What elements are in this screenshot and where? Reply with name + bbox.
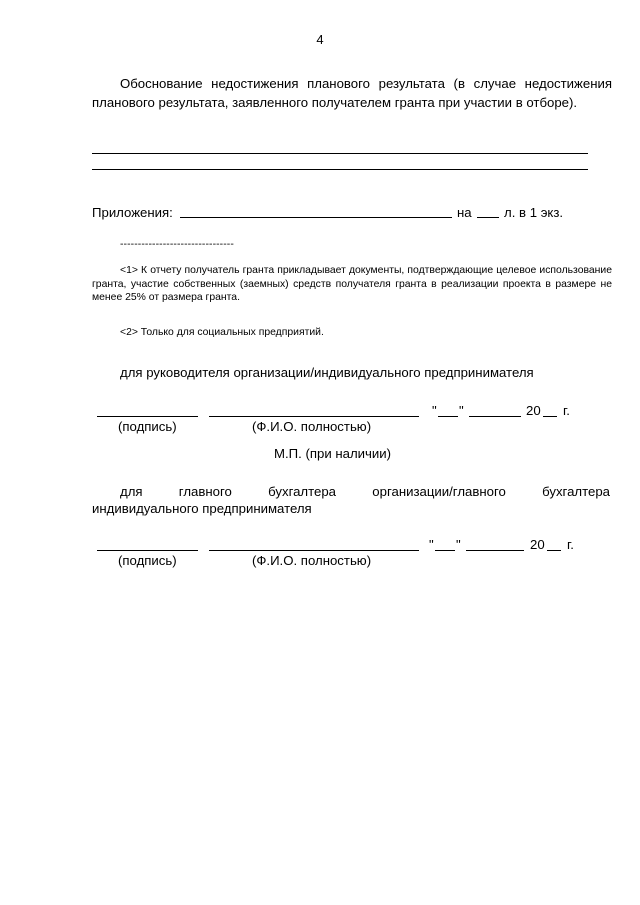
accountant-day-blank <box>435 550 455 551</box>
head-year-suffix: г. <box>563 403 570 418</box>
head-month-blank <box>469 416 521 417</box>
attachments-pages-blank <box>477 217 499 218</box>
accountant-quote-close: " <box>456 537 461 552</box>
head-signature-blank <box>97 416 198 417</box>
accountant-year-suffix: г. <box>567 537 574 552</box>
accountant-name-caption: (Ф.И.О. полностью) <box>252 553 372 568</box>
head-quote-open: " <box>432 403 437 418</box>
head-name-caption: (Ф.И.О. полностью) <box>252 419 372 434</box>
seal-caption: М.П. (при наличии) <box>274 446 392 461</box>
accountant-name-blank <box>209 550 419 551</box>
head-name-blank <box>209 416 419 417</box>
head-year-blank <box>543 416 557 417</box>
attachments-label: Приложения: <box>92 205 173 220</box>
footnote-2: <2> Только для социальных предприятий. <box>120 327 324 338</box>
page-number: 4 <box>316 32 324 47</box>
accountant-year-blank <box>547 550 561 551</box>
footnote-1-text: <1> К отчету получатель гранта прикладывает документы, подтверждающие целевое использование гранта, участие собственных (заемных) средств получателя гранта в реализации проекта в размере не менее 25% от размера гранта. <box>92 265 612 304</box>
head-year-prefix: 20 <box>526 403 541 418</box>
justification-paragraph <box>92 74 612 112</box>
blank-line-1 <box>92 153 588 154</box>
attachments-blank <box>180 217 452 218</box>
accountant-block-title-line2: индивидуального предпринимателя <box>92 501 312 516</box>
accountant-year-prefix: 20 <box>530 537 545 552</box>
head-day-blank <box>438 416 458 417</box>
attachments-pages-prefix: на <box>457 205 472 220</box>
accountant-quote-open: " <box>429 537 434 552</box>
footnote-separator: -------------------------------- <box>120 239 234 250</box>
footnote-1 <box>92 264 612 305</box>
accountant-month-blank <box>466 550 524 551</box>
accountant-signature-blank <box>97 550 198 551</box>
head-signature-caption: (подпись) <box>118 419 177 434</box>
head-quote-close: " <box>459 403 464 418</box>
accountant-block-title-line1: для главного бухгалтера организации/главного бухгалтера <box>120 484 610 499</box>
head-block-title: для руководителя организации/индивидуального предпринимателя <box>120 365 534 380</box>
attachments-pages-suffix: л. в 1 экз. <box>504 205 564 220</box>
blank-line-2 <box>92 169 588 170</box>
justification-text: Обоснование недостижения планового результата (в случае недостижения планового результата, заявленного получателем гранта при участии в отборе). <box>92 76 612 110</box>
accountant-signature-caption: (подпись) <box>118 553 177 568</box>
